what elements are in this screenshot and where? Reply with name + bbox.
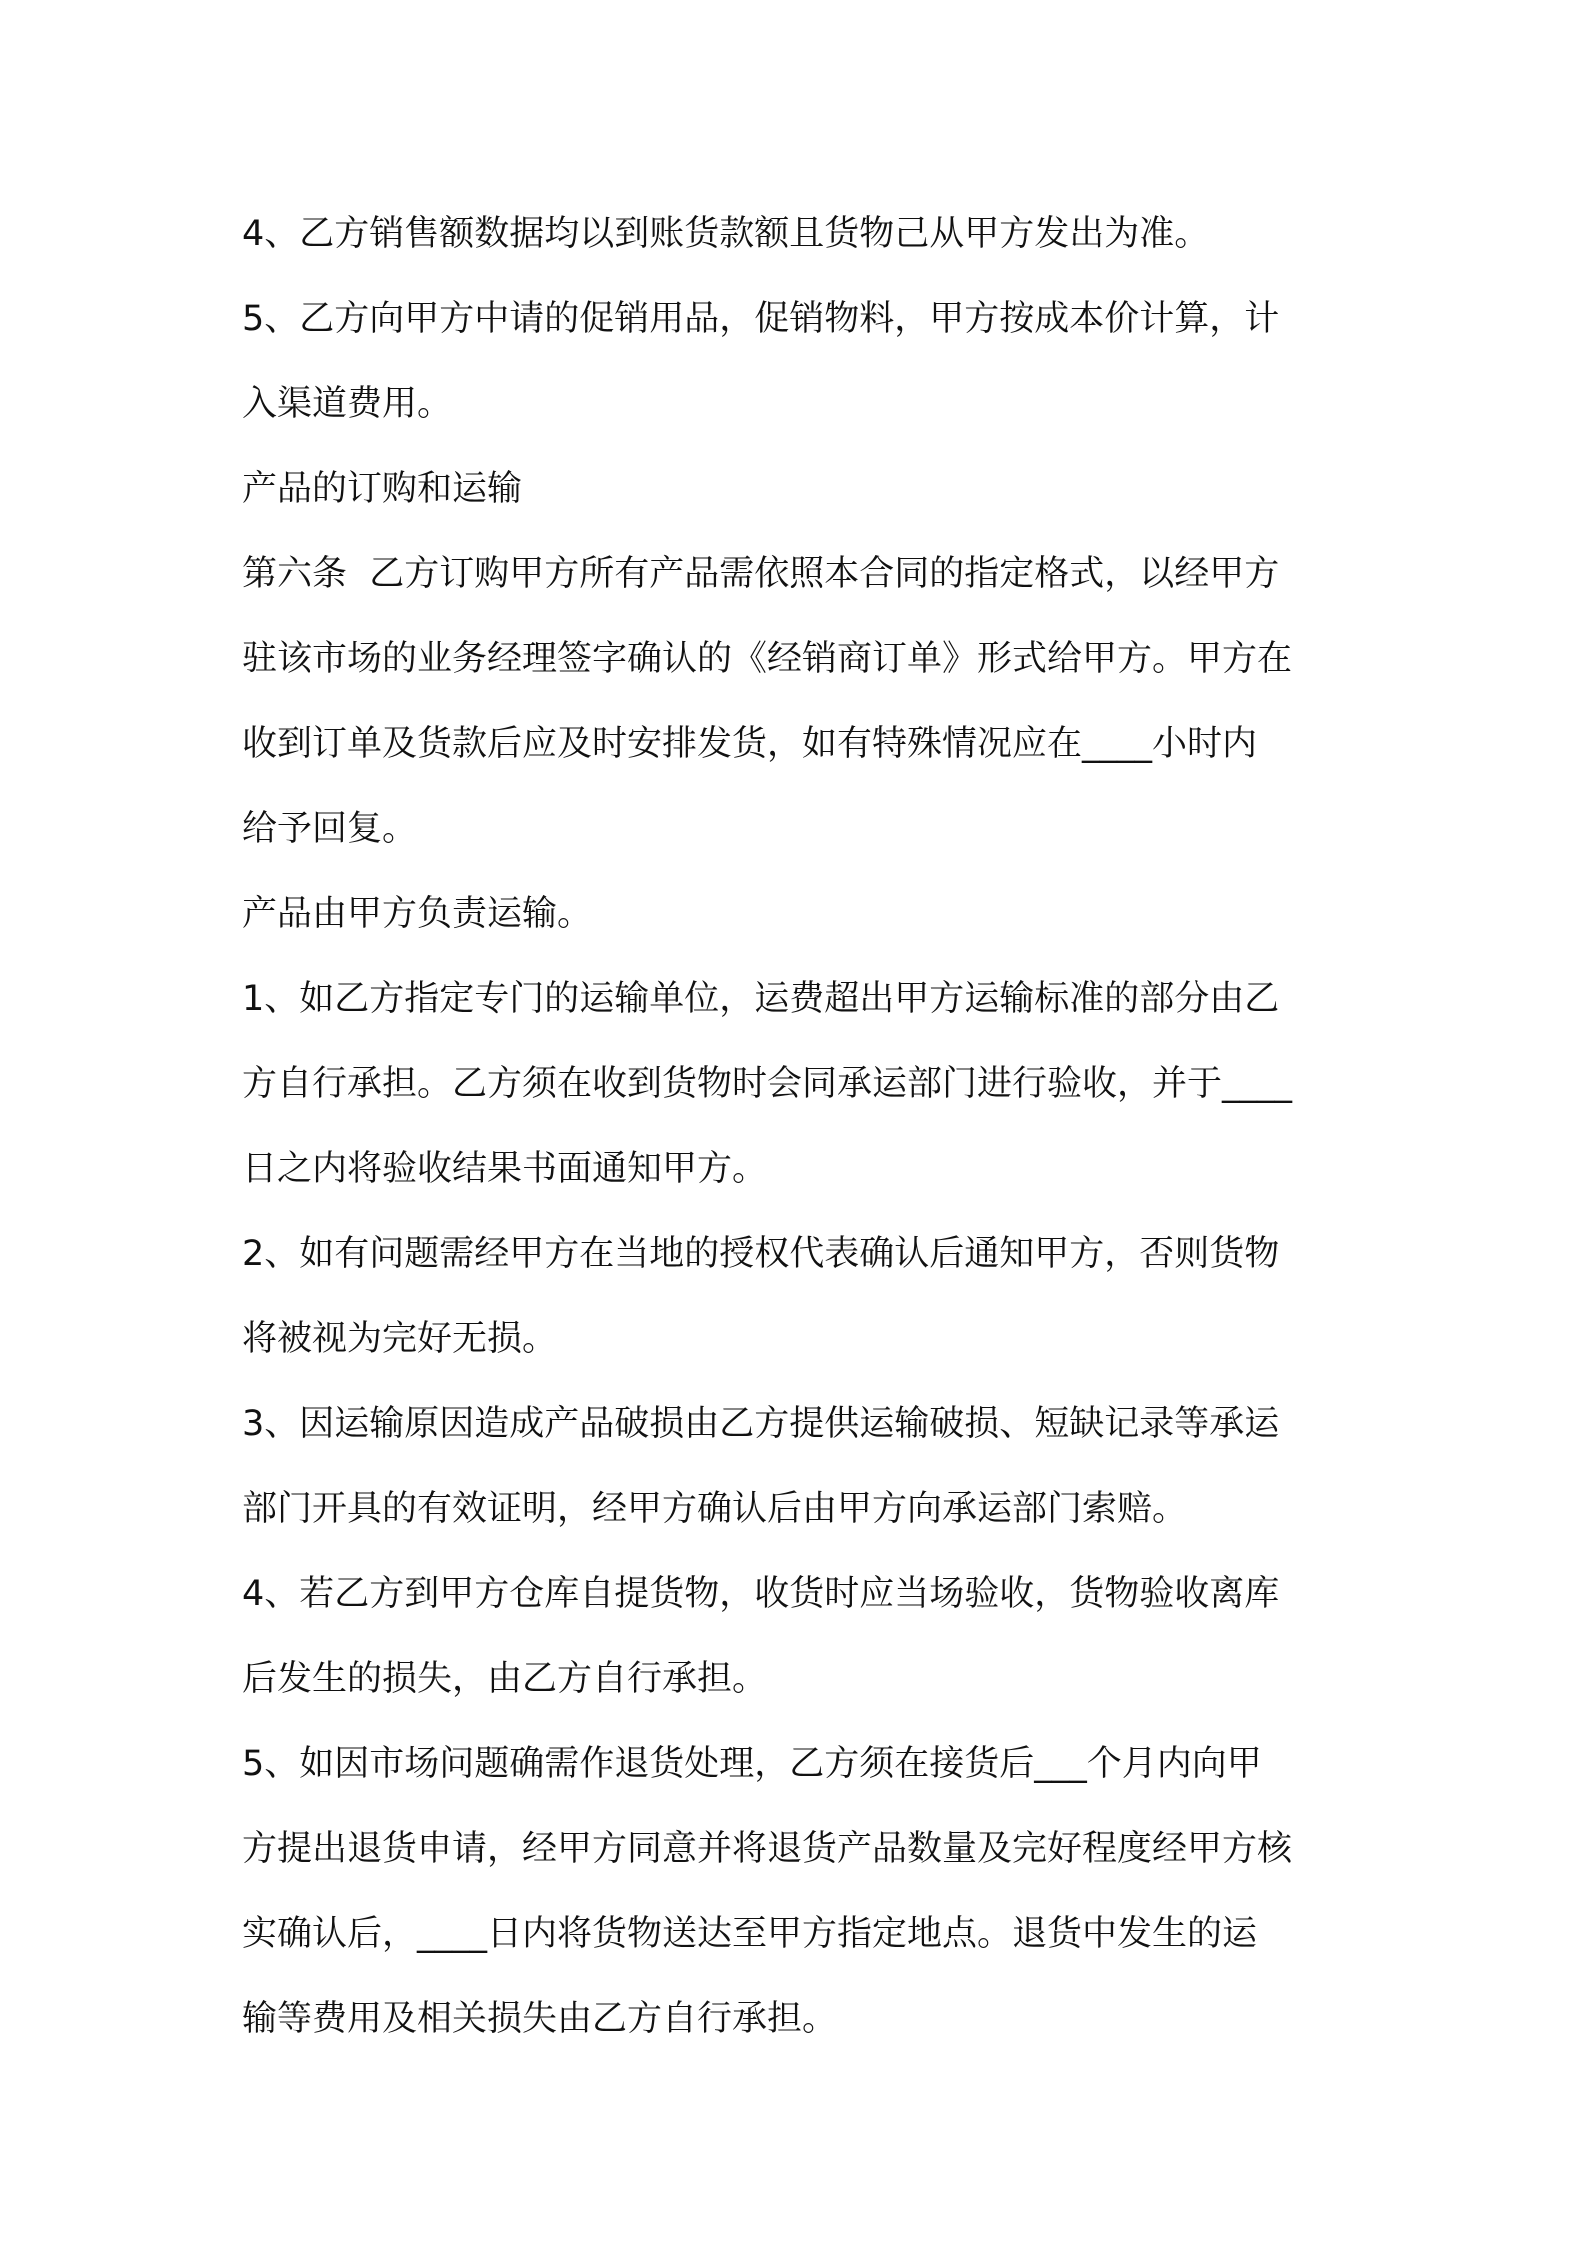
text-line: 给予回复。 — [242, 809, 418, 849]
text-line: 方自行承担。乙方须在收到货物时会同承运部门进行验收，并于____ — [242, 1064, 1293, 1104]
text-line: 驻该市场的业务经理签字确认的《经销商订单》形式给甲方。甲方在 — [242, 639, 1293, 679]
text-line: 5、如因市场问题确需作退货处理，乙方须在接货后___个月内向甲 — [242, 1744, 1262, 1784]
text-line: 方提出退货申请，经甲方同意并将退货产品数量及完好程度经甲方核 — [242, 1829, 1293, 1869]
text-line: 输等费用及相关损失由乙方自行承担。 — [242, 1999, 838, 2039]
text-line: 第六条 乙方订购甲方所有产品需依照本合同的指定格式，以经甲方 — [242, 554, 1280, 594]
text-line: 4、若乙方到甲方仓库自提货物，收货时应当场验收，货物验收离库 — [242, 1574, 1280, 1614]
section-heading: 产品的订购和运输 — [242, 469, 523, 509]
text-line: 1、如乙方指定专门的运输单位，运费超出甲方运输标准的部分由乙 — [242, 979, 1280, 1019]
document-body — [242, 192, 1357, 2062]
text-line: 3、因运输原因造成产品破损由乙方提供运输破损、短缺记录等承运 — [242, 1404, 1280, 1444]
text-line: 入渠道费用。 — [242, 384, 453, 424]
text-line: 4、乙方销售额数据均以到账货款额且货物己从甲方发出为准。 — [242, 214, 1210, 254]
text-line: 部门开具的有效证明，经甲方确认后由甲方向承运部门索赔。 — [242, 1489, 1188, 1529]
text-line: 收到订单及货款后应及时安排发货，如有特殊情况应在____小时内 — [242, 724, 1258, 764]
text-line: 将被视为完好无损。 — [242, 1319, 558, 1359]
text-line: 后发生的损失，由乙方自行承担。 — [242, 1659, 768, 1699]
text-line: 2、如有问题需经甲方在当地的授权代表确认后通知甲方，否则货物 — [242, 1234, 1280, 1274]
text-line: 日之内将验收结果书面通知甲方。 — [242, 1149, 768, 1189]
text-line: 实确认后，____日内将货物送达至甲方指定地点。退货中发生的运 — [242, 1914, 1258, 1954]
text-line: 产品由甲方负责运输。 — [242, 894, 593, 934]
text-line: 5、乙方向甲方中请的促销用品，促销物料，甲方按成本价计算，计 — [242, 299, 1280, 339]
